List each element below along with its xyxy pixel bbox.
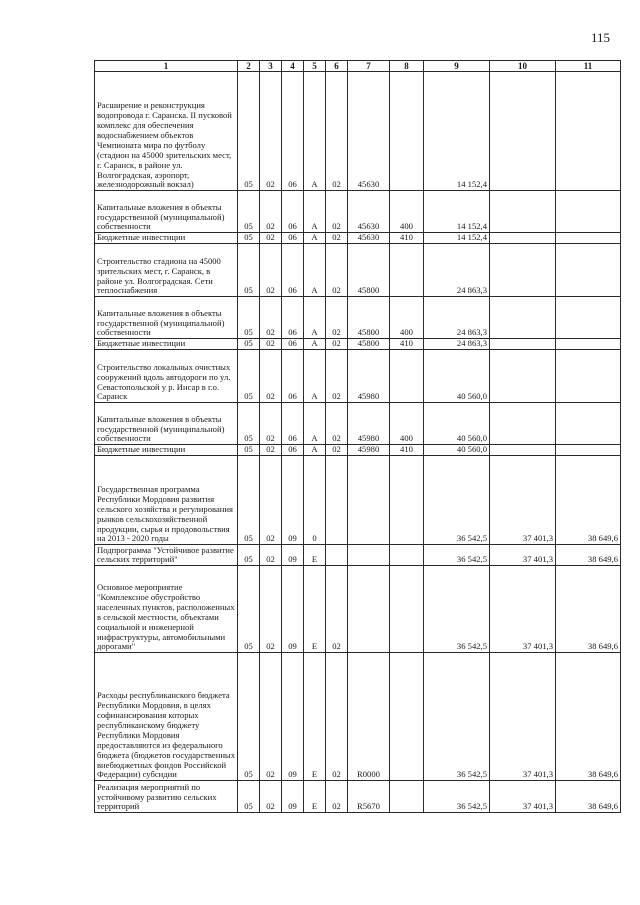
cell-c4: 06: [282, 403, 304, 445]
row-name: Расходы республиканского бюджета Республики Мордовия, в целях софинансирования которых республиканскому бюджету Республики Мордовия предоставляются из федерального бюджета (бюджетов государственных внебюджетных фондов Российской Федерации) субсидии: [95, 653, 238, 781]
cell-c11: [556, 244, 621, 297]
table-row: [95, 566, 621, 653]
cell-c8: [390, 781, 424, 813]
cell-c7: [348, 545, 390, 566]
cell-c10: [490, 233, 556, 244]
cell-c11: 38 649,6: [556, 781, 621, 813]
row-name: Реализация мероприятий по устойчивому развитию сельских территорий: [95, 781, 238, 813]
cell-c2: 05: [238, 566, 260, 653]
cell-c2: 05: [238, 244, 260, 297]
cell-c3: 02: [260, 191, 282, 233]
cell-c10: 37 401,3: [490, 545, 556, 566]
cell-c7: R0000: [348, 653, 390, 781]
cell-c9: 24 863,3: [424, 244, 490, 297]
cell-c8: [390, 566, 424, 653]
cell-c5: А: [304, 191, 326, 233]
cell-c11: [556, 233, 621, 244]
cell-c8: [390, 72, 424, 191]
table-row: [95, 233, 621, 244]
cell-c7: 45630: [348, 72, 390, 191]
cell-c2: 05: [238, 403, 260, 445]
budget-table: [94, 60, 621, 813]
cell-c5: 0: [304, 456, 326, 545]
table-row: [95, 297, 621, 339]
cell-c10: [490, 297, 556, 339]
cell-c9: 36 542,5: [424, 781, 490, 813]
cell-c7: 45800: [348, 297, 390, 339]
cell-c4: 06: [282, 191, 304, 233]
column-header: 11: [556, 61, 621, 72]
row-name: Строительство локальных очистных сооружений вдоль автодороги по ул. Севастопольской у р. Инсар в г.о. Саранск: [95, 350, 238, 403]
row-name: Капитальные вложения в объекты государственной (муниципальной) собственности: [95, 191, 238, 233]
cell-c10: [490, 244, 556, 297]
row-name: Расширение и реконструкция водопровода г. Саранска. II пусковой комплекс для обеспечения водоснабжением объектов Чемпионата мира по футболу (стадион на 45000 зрительских мест, г. Саранск, в районе ул. Волгоградская, аэропорт, железнодорожный вокзал): [95, 72, 238, 191]
cell-c5: Е: [304, 653, 326, 781]
cell-c5: Е: [304, 566, 326, 653]
cell-c4: 09: [282, 566, 304, 653]
cell-c11: 38 649,6: [556, 566, 621, 653]
table-row: [95, 445, 621, 456]
cell-c2: 05: [238, 653, 260, 781]
cell-c9: 36 542,5: [424, 456, 490, 545]
cell-c2: 05: [238, 456, 260, 545]
table-row: [95, 781, 621, 813]
cell-c3: 02: [260, 339, 282, 350]
cell-c6: 02: [326, 72, 348, 191]
cell-c2: 05: [238, 445, 260, 456]
cell-c3: 02: [260, 545, 282, 566]
cell-c5: А: [304, 72, 326, 191]
cell-c7: 45630: [348, 191, 390, 233]
cell-c2: 05: [238, 297, 260, 339]
column-header: 6: [326, 61, 348, 72]
page-number: 115: [590, 30, 610, 45]
table-row: [95, 244, 621, 297]
row-name: Капитальные вложения в объекты государственной (муниципальной) собственности: [95, 403, 238, 445]
cell-c2: 05: [238, 545, 260, 566]
cell-c11: 38 649,6: [556, 456, 621, 545]
cell-c11: 38 649,6: [556, 545, 621, 566]
cell-c10: 37 401,3: [490, 653, 556, 781]
table-row: [95, 456, 621, 545]
cell-c3: 02: [260, 781, 282, 813]
cell-c11: [556, 72, 621, 191]
cell-c6: 02: [326, 566, 348, 653]
cell-c5: А: [304, 339, 326, 350]
cell-c5: А: [304, 233, 326, 244]
cell-c10: [490, 445, 556, 456]
cell-c5: А: [304, 403, 326, 445]
table-row: [95, 403, 621, 445]
column-header: 9: [424, 61, 490, 72]
cell-c6: [326, 456, 348, 545]
cell-c2: 05: [238, 233, 260, 244]
column-header: 2: [238, 61, 260, 72]
cell-c11: [556, 350, 621, 403]
cell-c3: 02: [260, 403, 282, 445]
column-header: 3: [260, 61, 282, 72]
row-name: Бюджетные инвестиции: [95, 445, 238, 456]
cell-c7: 45630: [348, 233, 390, 244]
cell-c6: 02: [326, 350, 348, 403]
column-header: 5: [304, 61, 326, 72]
cell-c9: 36 542,5: [424, 653, 490, 781]
row-name: Государственная программа Республики Мордовия развития сельского хозяйства и регулирования рынков сельскохозяйственной продукции, сырья и продовольствия на 2013 - 2020 годы: [95, 456, 238, 545]
cell-c8: [390, 456, 424, 545]
cell-c3: 02: [260, 456, 282, 545]
cell-c11: [556, 339, 621, 350]
cell-c6: 02: [326, 339, 348, 350]
cell-c6: 02: [326, 297, 348, 339]
row-name: Капитальные вложения в объекты государственной (муниципальной) собственности: [95, 297, 238, 339]
cell-c4: 06: [282, 297, 304, 339]
cell-c7: [348, 456, 390, 545]
cell-c5: Е: [304, 781, 326, 813]
cell-c3: 02: [260, 445, 282, 456]
cell-c10: 37 401,3: [490, 566, 556, 653]
cell-c5: А: [304, 244, 326, 297]
column-header: 4: [282, 61, 304, 72]
cell-c4: 06: [282, 339, 304, 350]
cell-c11: [556, 191, 621, 233]
cell-c4: 09: [282, 653, 304, 781]
table-row: [95, 545, 621, 566]
cell-c10: [490, 403, 556, 445]
cell-c8: [390, 653, 424, 781]
cell-c7: 45980: [348, 403, 390, 445]
cell-c6: 02: [326, 445, 348, 456]
cell-c9: 24 863,3: [424, 339, 490, 350]
cell-c6: 02: [326, 403, 348, 445]
cell-c3: 02: [260, 72, 282, 191]
cell-c8: 400: [390, 191, 424, 233]
row-name: Бюджетные инвестиции: [95, 339, 238, 350]
cell-c11: [556, 403, 621, 445]
cell-c9: 36 542,5: [424, 566, 490, 653]
cell-c9: 14 152,4: [424, 72, 490, 191]
cell-c2: 05: [238, 72, 260, 191]
cell-c8: 410: [390, 233, 424, 244]
cell-c6: 02: [326, 233, 348, 244]
cell-c9: 36 542,5: [424, 545, 490, 566]
cell-c8: [390, 244, 424, 297]
cell-c4: 09: [282, 781, 304, 813]
cell-c4: 09: [282, 456, 304, 545]
cell-c8: 410: [390, 339, 424, 350]
cell-c3: 02: [260, 233, 282, 244]
cell-c10: [490, 339, 556, 350]
row-name: Бюджетные инвестиции: [95, 233, 238, 244]
cell-c7: 45800: [348, 244, 390, 297]
cell-c4: 06: [282, 233, 304, 244]
cell-c9: 24 863,3: [424, 297, 490, 339]
cell-c10: [490, 191, 556, 233]
cell-c5: А: [304, 350, 326, 403]
cell-c2: 05: [238, 781, 260, 813]
cell-c8: [390, 350, 424, 403]
cell-c8: 410: [390, 445, 424, 456]
cell-c2: 05: [238, 350, 260, 403]
cell-c9: 40 560,0: [424, 350, 490, 403]
cell-c11: 38 649,6: [556, 653, 621, 781]
cell-c4: 06: [282, 350, 304, 403]
column-header: 8: [390, 61, 424, 72]
cell-c9: 40 560,0: [424, 403, 490, 445]
table-row: [95, 72, 621, 191]
cell-c9: 14 152,4: [424, 233, 490, 244]
cell-c3: 02: [260, 653, 282, 781]
cell-c6: 02: [326, 653, 348, 781]
cell-c6: [326, 545, 348, 566]
cell-c8: [390, 545, 424, 566]
cell-c4: 06: [282, 72, 304, 191]
table-row: [95, 191, 621, 233]
column-header: 7: [348, 61, 390, 72]
cell-c2: 05: [238, 339, 260, 350]
table-row: [95, 350, 621, 403]
cell-c8: 400: [390, 403, 424, 445]
row-name: Подпрограмма "Устойчивое развитие сельских территорий": [95, 545, 238, 566]
cell-c4: 09: [282, 545, 304, 566]
table-row: [95, 653, 621, 781]
cell-c9: 40 560,0: [424, 445, 490, 456]
header-row: [95, 61, 621, 72]
cell-c9: 14 152,4: [424, 191, 490, 233]
cell-c6: 02: [326, 244, 348, 297]
cell-c5: Е: [304, 545, 326, 566]
cell-c10: 37 401,3: [490, 781, 556, 813]
cell-c3: 02: [260, 244, 282, 297]
cell-c3: 02: [260, 297, 282, 339]
cell-c6: 02: [326, 191, 348, 233]
cell-c7: 45800: [348, 339, 390, 350]
cell-c10: 37 401,3: [490, 456, 556, 545]
cell-c2: 05: [238, 191, 260, 233]
row-name: Основное мероприятие "Комплексное обустройство населенных пунктов, расположенных в сельской местности, объектами социальной и инженерной инфраструктуры, автомобильными дорогами": [95, 566, 238, 653]
cell-c7: 45980: [348, 445, 390, 456]
column-header: 10: [490, 61, 556, 72]
cell-c4: 06: [282, 244, 304, 297]
table-row: [95, 339, 621, 350]
cell-c3: 02: [260, 566, 282, 653]
cell-c8: 400: [390, 297, 424, 339]
cell-c7: R5670: [348, 781, 390, 813]
cell-c6: 02: [326, 781, 348, 813]
cell-c10: [490, 350, 556, 403]
column-header: 1: [95, 61, 238, 72]
cell-c7: 45980: [348, 350, 390, 403]
cell-c11: [556, 297, 621, 339]
row-name: Строительство стадиона на 45000 зрительских мест, г. Саранск, в районе ул. Волгоградская. Сети теплоснабжения: [95, 244, 238, 297]
cell-c10: [490, 72, 556, 191]
cell-c5: А: [304, 297, 326, 339]
cell-c4: 06: [282, 445, 304, 456]
cell-c5: А: [304, 445, 326, 456]
cell-c7: [348, 566, 390, 653]
cell-c3: 02: [260, 350, 282, 403]
cell-c11: [556, 445, 621, 456]
